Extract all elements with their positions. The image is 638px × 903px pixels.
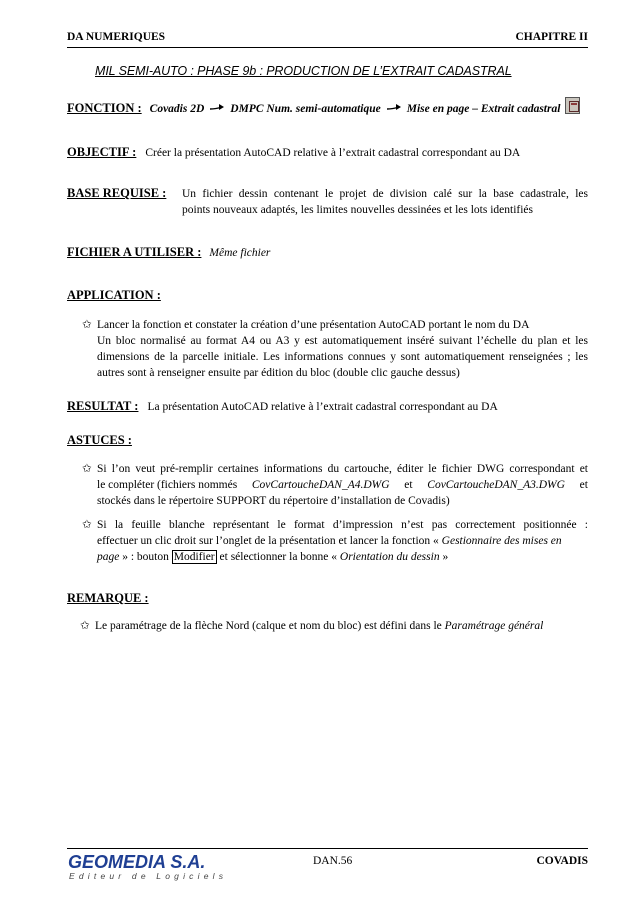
star-icon: ✩ — [82, 519, 92, 531]
header-right: CHAPITRE II — [515, 31, 588, 43]
astuce1-line1: Si l’on veut pré-remplir certaines informations du cartouche, éditer le fichier DWG correspondant et — [97, 463, 588, 475]
astuces-label: ASTUCES : — [67, 433, 132, 447]
fichier-label: FICHIER A UTILISER : — [67, 245, 202, 259]
base-line1: Un fichier dessin contenant le projet de division calé sur la base cadastrale, les — [182, 188, 588, 200]
base-line2: points nouveaux adaptés, les limites nouvelles dessinées et les lots identifiés — [182, 204, 534, 216]
objectif-label: OBJECTIF : — [67, 145, 137, 159]
astuce2-line3 — [97, 549, 448, 565]
resultat-row — [67, 397, 498, 415]
header-left: DA NUMERIQUES — [67, 31, 166, 43]
astuce1-line2 — [97, 477, 588, 493]
astuce2-line2 — [97, 533, 588, 549]
base-label: BASE REQUISE : — [67, 186, 167, 200]
resultat-text: La présentation AutoCAD relative à l’extrait cadastral correspondant au DA — [147, 401, 498, 413]
fonction-part3: Mise en page – Extrait cadastral — [406, 103, 561, 115]
objectif-row — [67, 143, 520, 161]
fichier-text: Même fichier — [209, 247, 271, 259]
footer-rule — [67, 848, 588, 849]
fonction-label: FONCTION : — [67, 101, 142, 115]
star-icon: ✩ — [82, 463, 92, 475]
fonction-part1: Covadis 2D — [149, 103, 205, 115]
logo-subtitle: Editeur de Logiciels — [69, 871, 228, 881]
arrow-right-icon — [208, 102, 226, 112]
astuce1-and: et — [404, 479, 413, 491]
page-title: MIL SEMI-AUTO : PHASE 9b : PRODUCTION DE L’EXTRAIT CADASTRAL — [95, 64, 512, 78]
star-icon: ✩ — [82, 319, 92, 331]
fonction-part2: DMPC Num. semi-automatique — [230, 103, 381, 115]
fichier-row — [67, 243, 270, 261]
astuce1-file-a3: CovCartoucheDAN_A3.DWG — [427, 479, 565, 491]
header-rule — [67, 47, 588, 48]
astuce1-file-a4: CovCartoucheDAN_A4.DWG — [251, 479, 390, 491]
calculator-icon[interactable] — [565, 97, 580, 114]
application-line3: dimensions de la parcelle initiale. Les informations connues y sont automatiquement renseignées ; les — [97, 351, 588, 363]
application-label: APPLICATION : — [67, 288, 161, 302]
astuce2-bouton: » : bouton — [122, 551, 169, 563]
astuce2-page: page — [97, 551, 120, 563]
geomedia-logo: GEOMEDIA S.A. — [68, 852, 206, 872]
modifier-button[interactable]: Modifier — [173, 551, 215, 563]
astuce1-line2-post: et — [579, 479, 588, 491]
remarque-text — [95, 618, 543, 634]
application-line2: Un bloc normalisé au format A4 ou A3 y est automatiquement inséré suivant l’échelle du plan et les — [97, 335, 588, 347]
remarque-pre: Le paramétrage de la flèche Nord (calque et nom du bloc) est défini dans le — [95, 620, 442, 632]
application-line1: Lancer la fonction et constater la création d’une présentation AutoCAD portant le nom du DA — [97, 319, 530, 331]
astuce2-line1: Si la feuille blanche représentant le format d’impression n’est pas correctement positionnée : — [97, 519, 588, 531]
astuce1-line3: stockés dans le répertoire SUPPORT du répertoire d’installation de Covadis) — [97, 495, 450, 507]
objectif-text: Créer la présentation AutoCAD relative à l’extrait cadastral correspondant au DA — [145, 147, 521, 159]
remarque-italic: Paramétrage général — [444, 620, 544, 632]
page-number: DAN.56 — [313, 855, 353, 867]
astuce2-line2-italic: Gestionnaire des mises en — [441, 535, 562, 547]
astuce2-end: » — [442, 551, 449, 563]
remarque-label: REMARQUE : — [67, 591, 149, 605]
application-line4: autres sont à renseigner ensuite par édition du bloc (double clic gauche dessus) — [97, 367, 460, 379]
star-icon: ✩ — [80, 620, 90, 632]
astuce1-line2-pre: le compléter (fichiers nommés — [97, 479, 238, 491]
footer-right: COVADIS — [536, 855, 588, 867]
arrow-right-icon — [385, 102, 403, 112]
astuce2-orientation: Orientation du dessin — [339, 551, 440, 563]
fonction-row — [67, 99, 560, 117]
resultat-label: RESULTAT : — [67, 399, 139, 413]
astuce2-select: et sélectionner la bonne « — [219, 551, 338, 563]
astuce2-line2-pre: effectuer un clic droit sur l’onglet de la présentation et lancer la fonction « — [97, 535, 439, 547]
